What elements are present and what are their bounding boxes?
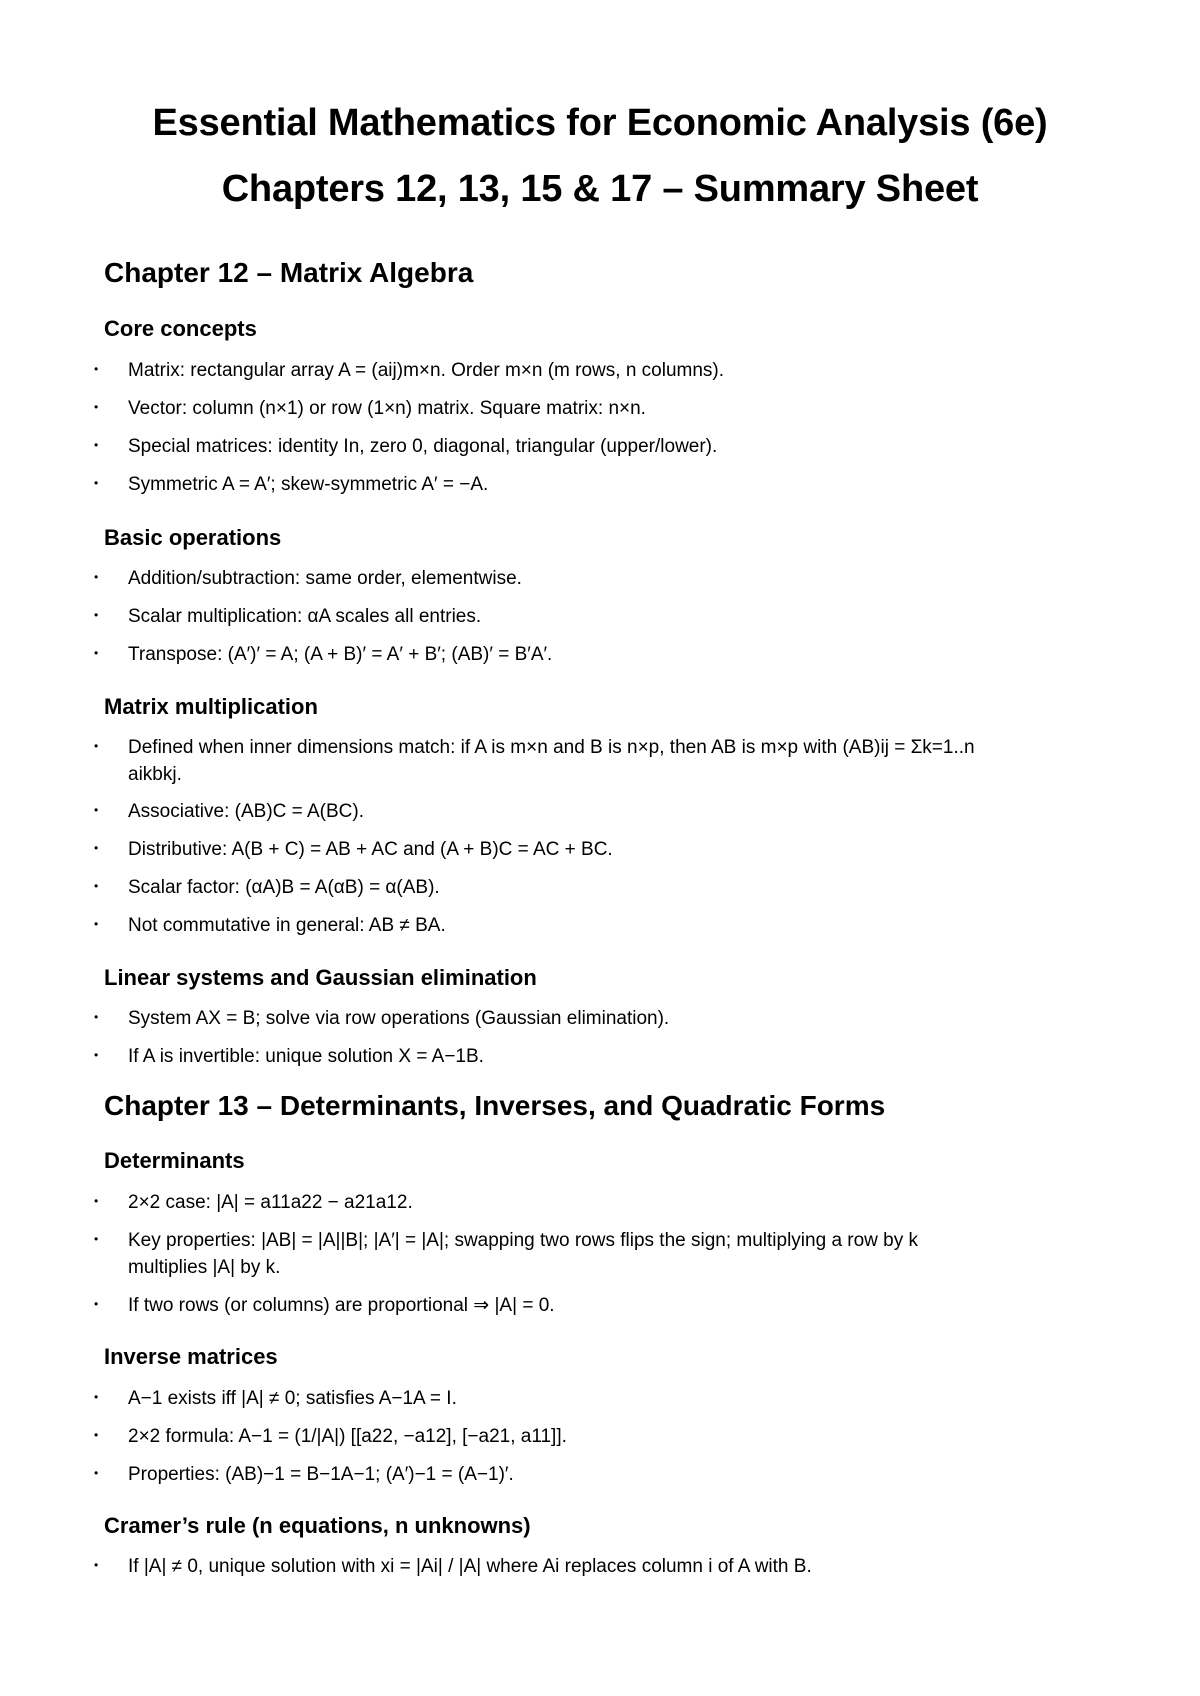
list-item: System AX = B; solve via row operations (Gaussian elimination). [128, 1008, 670, 1029]
bullet-marker: • [94, 570, 99, 584]
list-item: Special matrices: identity In, zero 0, diagonal, triangular (upper/lower). [128, 436, 718, 457]
list-item [128, 1227, 1088, 1281]
list-item: Symmetric A = A′; skew-symmetric A′ = −A. [128, 474, 489, 495]
bullet-marker: • [94, 608, 99, 622]
section-cramers-rule: Cramer’s rule (n equations, n unknowns) [104, 1513, 531, 1538]
bullet-marker: • [94, 1048, 99, 1062]
list-item: Addition/subtraction: same order, elementwise. [128, 568, 522, 589]
bullet-marker: • [94, 438, 99, 452]
bullet-marker: • [94, 739, 99, 753]
bullet-marker: • [94, 803, 99, 817]
list-item: Not commutative in general: AB ≠ BA. [128, 915, 446, 936]
list-item: Transpose: (A′)′ = A; (A + B)′ = A′ + B′; (AB)′ = B′A′. [128, 644, 553, 665]
chapter-13-heading: Chapter 13 – Determinants, Inverses, and Quadratic Forms [104, 1090, 886, 1121]
list-item: If A is invertible: unique solution X = A−1B. [128, 1046, 484, 1067]
bullet-marker: • [94, 400, 99, 414]
list-item: A−1 exists iff |A| ≠ 0; satisfies A−1A = I. [128, 1388, 457, 1409]
list-item: Associative: (AB)C = A(BC). [128, 801, 364, 822]
list-item: 2×2 case: |A| = a11a22 − a21a12. [128, 1192, 413, 1213]
list-item: If |A| ≠ 0, unique solution with xi = |Ai| / |A| where Ai replaces column i of A with B. [128, 1556, 812, 1577]
section-matrix-multiplication: Matrix multiplication [104, 694, 318, 719]
list-item: Scalar factor: (αA)B = A(αB) = α(AB). [128, 877, 440, 898]
bullet-marker: • [94, 1428, 99, 1442]
list-item-line: multiplies |A| by k. [128, 1257, 281, 1278]
bullet-marker: • [94, 1558, 99, 1572]
list-item [128, 734, 1088, 788]
list-item: Properties: (AB)−1 = B−1A−1; (A′)−1 = (A−1)′. [128, 1464, 514, 1485]
list-item: Matrix: rectangular array A = (aij)m×n. Order m×n (m rows, n columns). [128, 360, 725, 381]
section-linear-systems: Linear systems and Gaussian elimination [104, 965, 537, 990]
bullet-marker: • [94, 841, 99, 855]
list-item: If two rows (or columns) are proportional ⇒ |A| = 0. [128, 1295, 555, 1316]
section-determinants: Determinants [104, 1148, 245, 1173]
chapter-12-heading: Chapter 12 – Matrix Algebra [104, 257, 474, 288]
list-item: Vector: column (n×1) or row (1×n) matrix. Square matrix: n×n. [128, 398, 646, 419]
bullet-marker: • [94, 879, 99, 893]
bullet-marker: • [94, 1297, 99, 1311]
bullet-marker: • [94, 1232, 99, 1246]
section-basic-operations: Basic operations [104, 525, 282, 550]
list-item: Distributive: A(B + C) = AB + AC and (A + B)C = AC + BC. [128, 839, 613, 860]
section-core-concepts: Core concepts [104, 316, 257, 341]
bullet-marker: • [94, 1194, 99, 1208]
list-item: 2×2 formula: A−1 = (1/|A|) [[a22, −a12], [−a21, a11]]. [128, 1426, 567, 1447]
bullet-marker: • [94, 1466, 99, 1480]
list-item-line: aikbkj. [128, 764, 182, 785]
list-item: Scalar multiplication: αA scales all entries. [128, 606, 482, 627]
bullet-marker: • [94, 362, 99, 376]
list-item-line: Key properties: |AB| = |A||B|; |A′| = |A|; swapping two rows flips the sign; multiplying a row by k [128, 1230, 919, 1251]
bullet-marker: • [94, 1390, 99, 1404]
bullet-marker: • [94, 917, 99, 931]
bullet-marker: • [94, 1010, 99, 1024]
document-title-line2: Chapters 12, 13, 15 & 17 – Summary Sheet [221, 168, 979, 210]
bullet-marker: • [94, 476, 99, 490]
document-title-line1: Essential Mathematics for Economic Analysis (6e) [152, 102, 1048, 144]
bullet-marker: • [94, 646, 99, 660]
list-item-line: Defined when inner dimensions match: if A is m×n and B is n×p, then AB is m×p with (AB)ij = Σk=1..n [128, 737, 975, 758]
section-inverse-matrices: Inverse matrices [104, 1344, 278, 1369]
